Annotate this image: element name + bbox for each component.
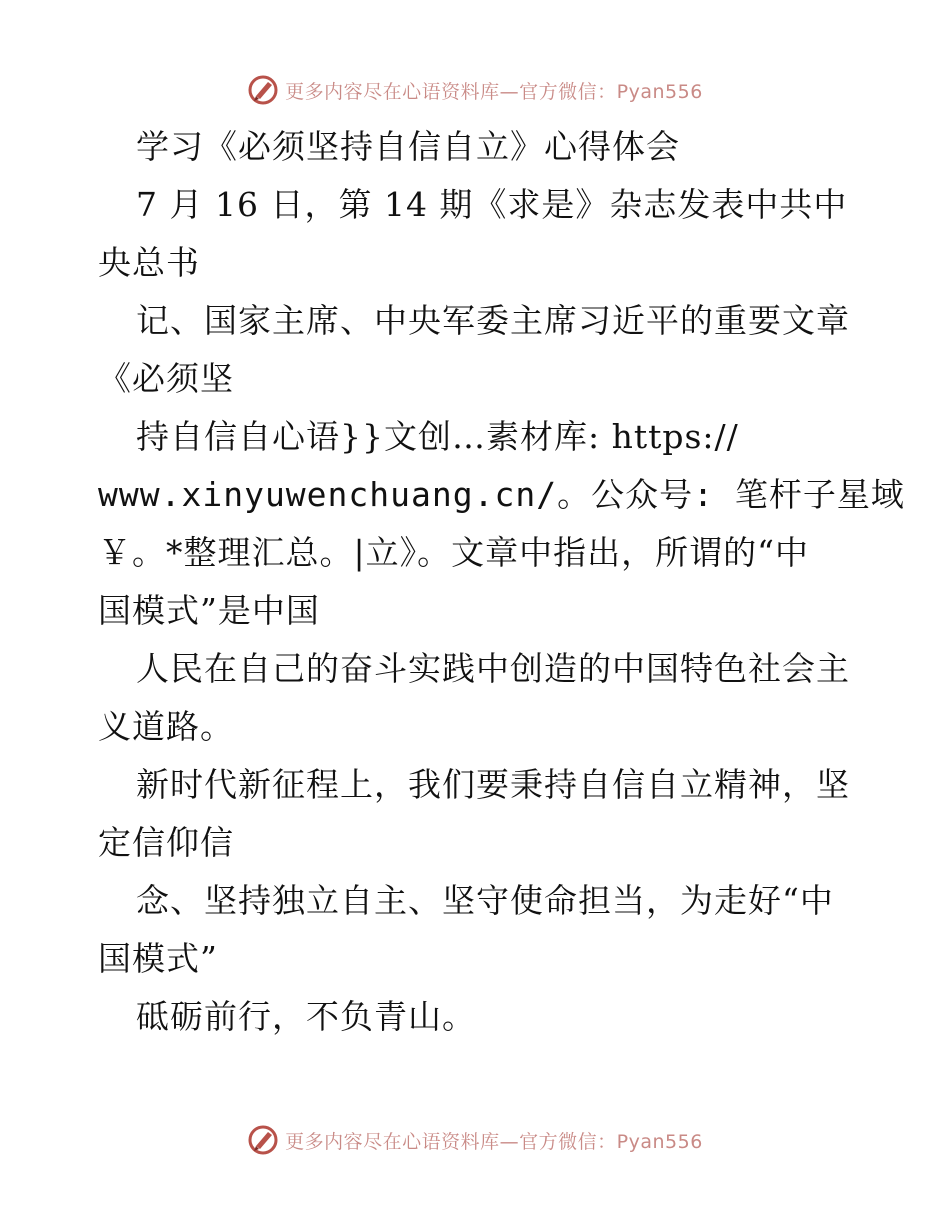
pen-logo-icon — [247, 1124, 279, 1156]
pen-logo-icon — [247, 74, 279, 106]
watermark-text: 更多内容尽在心语资料库—官方微信：Pyan556 — [285, 1130, 703, 1153]
document-title: 学习《必须坚持自信自立》心得体会 — [136, 127, 680, 166]
watermark-text: 更多内容尽在心语资料库—官方微信：Pyan556 — [285, 80, 703, 103]
url-line: www.xinyuwenchuang.cn/。公众号: 笔杆子星域 — [98, 475, 905, 514]
paragraph-line: 砥砺前行，不负青山。 — [136, 997, 476, 1036]
paragraph-line: 人民在自己的奋斗实践中创造的中国特色社会主 — [136, 649, 850, 688]
paragraph-line: 7 月 16 日，第 14 期《求是》杂志发表中共中 — [136, 185, 848, 224]
paragraph-line: ￥。*整理汇总。|立》。文章中指出，所谓的“中 — [98, 533, 809, 572]
paragraph-line: 记、国家主席、中央军委主席习近平的重要文章 — [136, 301, 850, 340]
paragraph-line: 国模式” — [98, 939, 218, 978]
paragraph-line: 义道路。 — [98, 707, 234, 746]
paragraph-line: 央总书 — [98, 243, 200, 282]
paragraph-line: 持自信自心语}}文创…素材库: https:// — [136, 417, 739, 456]
paragraph-line: 国模式”是中国 — [98, 591, 320, 630]
paragraph-line: 定信仰信 — [98, 823, 234, 862]
paragraph-line: 《必须坚 — [98, 359, 234, 398]
document-body — [98, 118, 905, 1046]
paragraph-line: 新时代新征程上，我们要秉持自信自立精神，坚 — [136, 765, 850, 804]
paragraph-line: 念、坚持独立自主、坚守使命担当，为走好“中 — [136, 881, 834, 920]
footer-watermark-banner — [0, 1120, 950, 1160]
header-watermark-banner — [0, 70, 950, 110]
